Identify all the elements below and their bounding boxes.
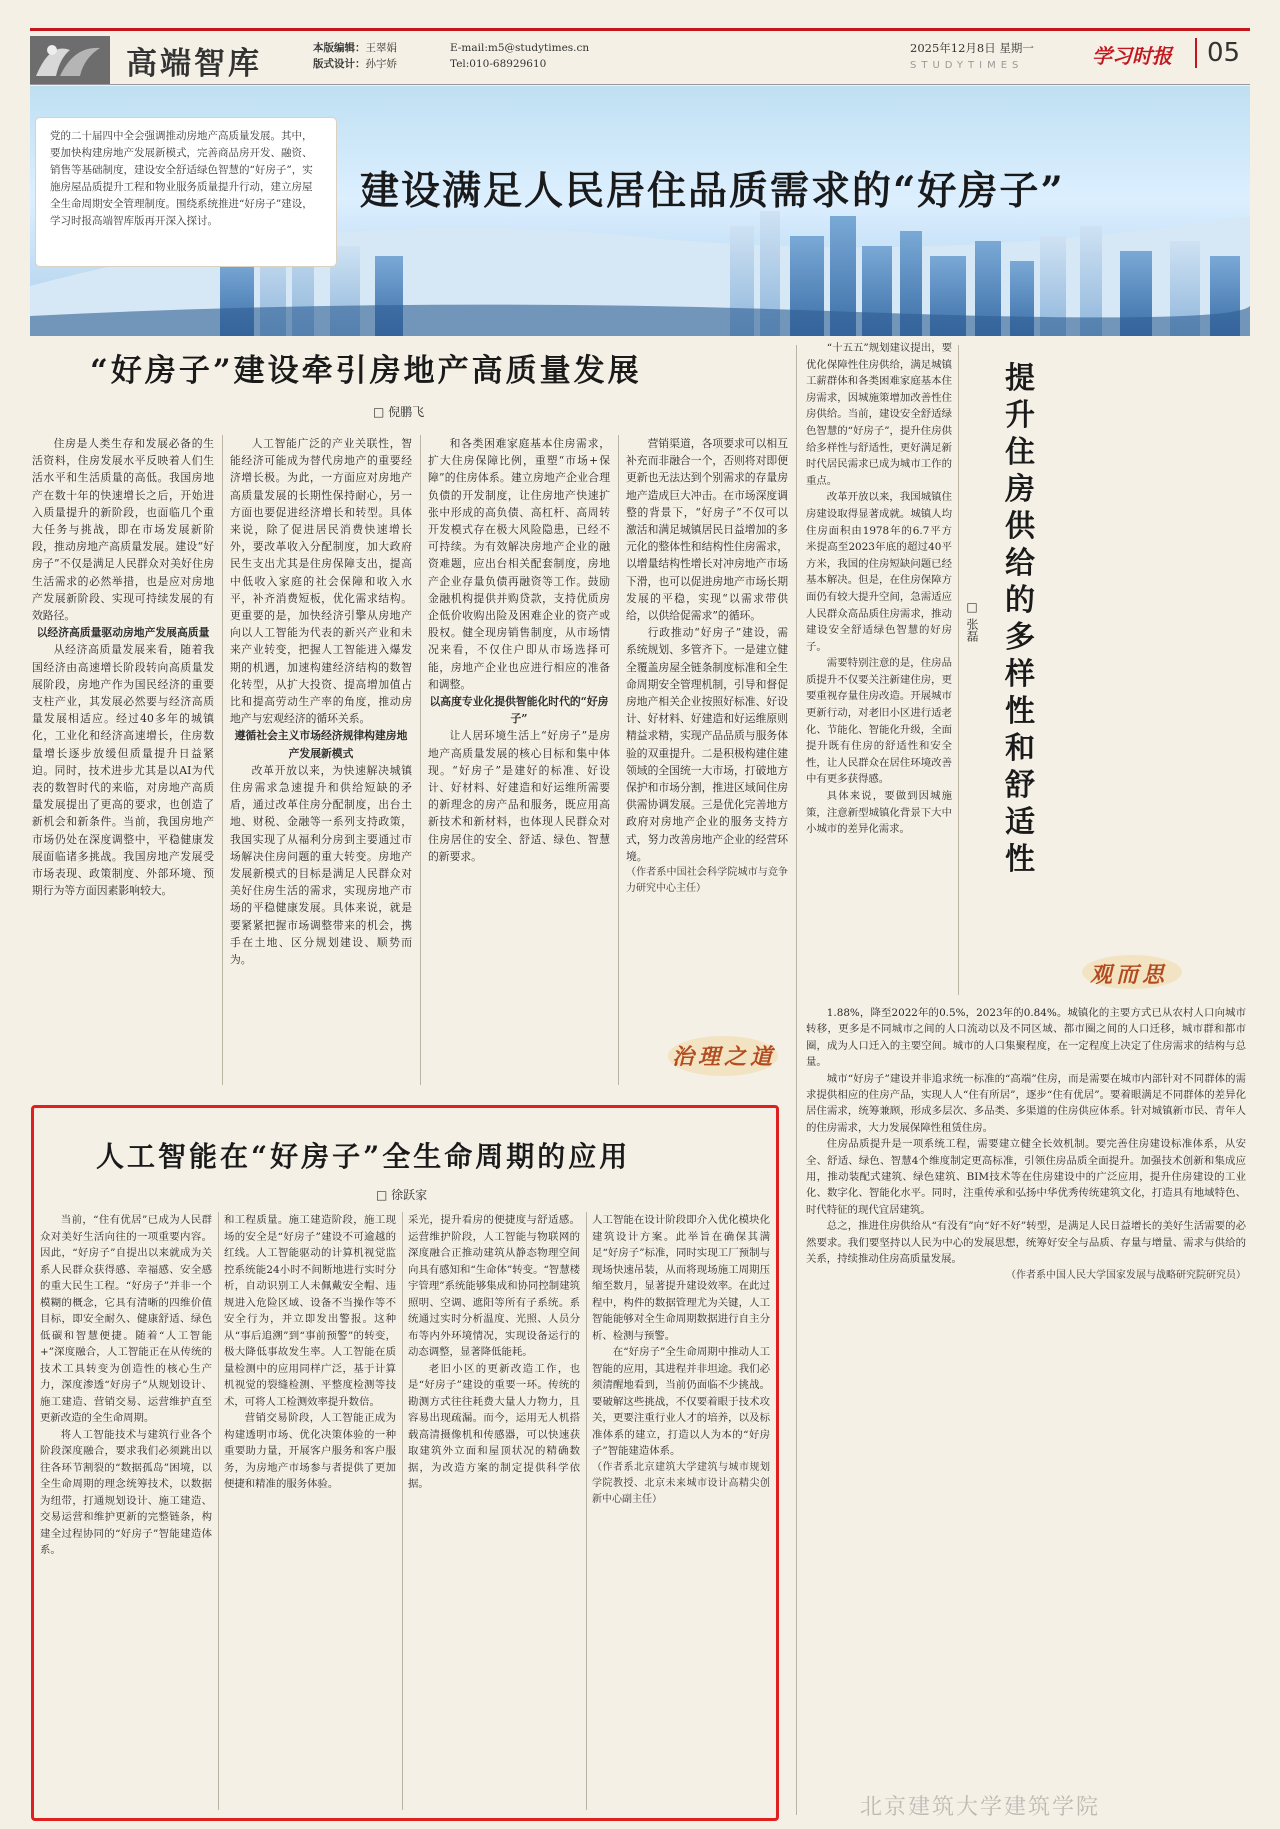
article1-subhead-2: 遵循社会主义市场经济规律构建房地产发展新模式 xyxy=(234,729,408,760)
lead-paragraph: 党的二十届四中全会强调推动房地产高质量发展。其中，要加快构建房地产发展新模式，完善商品房开发、融资、销售等基础制度，建设安全舒适绿色智慧的“好房子”，实施房屋品质提升工程和物业服务质量提升行动，建立房屋全生命周期安全管理制度。围绕系统推进“好房子”建设，学习时报高端智库版再开深入探讨。 xyxy=(36,118,336,266)
paragraph: 和工程质量。施工建造阶段，施工现场的安全是“好房子”建设不可逾越的红线。人工智能驱动的计算机视觉监控系统能24小时不间断地进行实时分析，自动识别工人未佩戴安全帽、违规进入危险区域、设备不当操作等不安全行为，并立即发出警报。这种从“事后追溯”到“事前预警”的转变，极大降低事故发生率。人工智能在质量检测中的应用同样广泛，基于计算机视觉的裂缝检测、平整度检测等技术，可将人工检测效率提升数倍。 xyxy=(224,1214,396,1408)
paragraph: 人工智能在设计阶段即介入优化模块化建筑设计方案。此举旨在确保其满足“好房子”标准，同时实现工厂预制与现场快速吊装，从而将现场施工周期压缩至数月，显著提升建设效率。在此过程中，构件的数据管理尤为关键，人工智能能够对全生命周期数据进行自主分析、检测与预警。 xyxy=(592,1214,770,1342)
editor-label: 本版编辑： xyxy=(313,42,366,54)
section-title: 高端智库 xyxy=(126,46,262,82)
paragraph: 住房是人类生存和发展必备的生活资料，住房发展水平反映着人们生活水平和生活质量的高低。我国房地产在数十年的快速增长之后，开始进入质量提升的新阶段，也面临几个重大任务与挑战，即在市场发展新阶段，推动房地产高质量发展。建设“好房子”不仅是满足人民群众对美好住房生活需求的必然举措，也是应对房地产发展新阶段、实现可持续发展的有效路径。 xyxy=(32,437,214,623)
designer-name: 孙宇娇 xyxy=(365,58,397,70)
editor-credits xyxy=(313,40,397,72)
article2-column-1 xyxy=(40,1212,212,1810)
paragraph: 住房品质提升是一项系统工程，需要建立健全长效机制。要完善住房建设标准体系，从安全、舒适、绿色、智慧4个维度制定更高标准，引领住房品质全面提升。加强技术创新和集成应用，推动装配式建筑、绿色建筑、BIM技术等在住房建设中的广泛应用，提升住房建设的工业化、数字化、智能化水平。同时，注重传承和弘扬中华优秀传统建筑文化，打造具有地域特色、时代特征的现代宜居建筑。 xyxy=(806,1138,1246,1216)
article1-column-4 xyxy=(626,435,788,1015)
paper-name: 学习时报 xyxy=(1092,44,1172,68)
column-divider xyxy=(586,1212,587,1810)
paragraph: 将人工智能技术与建筑行业各个阶段深度融合，要求我们必须跳出以往各环节割裂的“数据孤岛”困境，以全生命周期的理念统筹技术，以数据为纽带，打通规划设计、施工建造、交易运营和维护更新的完整链条，构建全过程协同的“好房子”智能建造体系。 xyxy=(40,1428,212,1556)
article2-byline: □ 徐跃家 xyxy=(376,1186,427,1203)
article3-title: 提升住房供给的多样性和舒适性 xyxy=(1005,361,1035,877)
article2-title: 人工智能在“好房子”全生命周期的应用 xyxy=(96,1140,631,1173)
editor-name: 王翠娟 xyxy=(365,42,397,54)
paragraph: “十五五”规划建议提出，要优化保障性住房供给，满足城镇工薪群体和各类困难家庭基本住房需求，因城施策增加改善性住房供给。当前，建设安全舒适绿色智慧的“好房子”，提升住房供给多样性与舒适性，更好满足新时代居民需求已成为城市工作的重点。 xyxy=(806,342,952,487)
paper-name-en: STUDYTIMES xyxy=(910,60,1024,71)
column-divider xyxy=(218,1212,219,1810)
column-stamp-governance: 治理之道 xyxy=(672,1044,777,1070)
paragraph: 具体来说，要做到因城施策，注意新型城镇化背景下大中小城市的差异化需求。 xyxy=(806,790,952,836)
masthead-top-rule xyxy=(30,28,1250,31)
watermark: 北京建筑大学建筑学院 xyxy=(860,1795,1101,1820)
paragraph: 行政推动“好房子”建设，需系统规划、多管齐下。一是建立健全覆盖房屋全链条制度标准和全生命周期安全管理机制，引导和督促房地产相关企业按照好标准、好设计、好材料、好建造和好运维原则精益求精，实现产品品质与服务体验的双重提升。二是积极构建住建领域的全国统一大市场，打破地方保护和市场分割，推进区域间住房供需协调发展。三是优化完善地方政府对房地产企业的服务支持方式，努力改善房地产企业的经营环境。 xyxy=(626,626,788,863)
paragraph: 改革开放以来，我国城镇住房建设取得显著成就。城镇人均住房面积由1978年的6.7平方米提高至2023年底的超过40平方米，我国的住房短缺问题已经基本解决。但是，在住房保障方面仍有较大提升空间，急需适应人民群众高品质住房需求，推动建设安全舒适绿色智慧的好房子。 xyxy=(806,491,952,653)
section-logo-icon xyxy=(30,36,110,84)
email: E-mail:m5@studytimes.cn xyxy=(450,42,590,54)
paragraph: 人工智能广泛的产业关联性，智能经济可能成为替代房地产的重要经济增长极。为此，一方面应对房地产高质量发展的长期性保持耐心，另一方面也要促进经济增长和转型。具体来说，除了促进居民消费快速增长外，要改革收入分配制度，加大政府民生支出尤其是住房保障支出，提高中低收入家庭的社会保障和收入水平，补齐消费短板，优化需求结构。更重要的是，加快经济引擎从房地产向以人工智能为代表的新兴产业和未来产业转变，把握人工智能进入爆发期的机遇，加速构建经济结构的数智化转型，从扩大投资、提高增加值占比和提高劳动生产率的角度，推动房地产与宏观经济的循环关系。 xyxy=(230,437,412,726)
designer-label: 版式设计： xyxy=(313,58,366,70)
article2-column-2 xyxy=(224,1212,396,1810)
article2-column-3 xyxy=(408,1212,580,1810)
paragraph: 老旧小区的更新改造工作，也是“好房子”建设的重要一环。传统的勘测方式往往耗费大量人力物力，且容易出现疏漏。而今，运用无人机搭载高清摄像机和传感器，可以快速获取建筑外立面和屋顶状况的精确数据，为改造方案的制定提供科学依据。 xyxy=(408,1362,580,1490)
banner-title: 建设满足人民居住品质需求的“好房子” xyxy=(360,168,1065,214)
issue-date: 2025年12月8日 星期一 xyxy=(910,41,1034,55)
paragraph: 在“好房子”全生命周期中推动人工智能的应用，其进程并非坦途。我们必须清醒地看到，当前仍面临不少挑战。要破解这些挑战，不仅要着眼于技术攻关，更要注重行业人才的培养，以及标准体系的建立，打造以人为本的“好房子”智能建造体系。 xyxy=(592,1346,770,1457)
article1-title: “好房子”建设牵引房地产高质量发展 xyxy=(90,353,642,389)
column-divider xyxy=(402,1212,403,1810)
column-stamp-reflection: 观而思 xyxy=(1090,962,1169,988)
article3-narrow-column xyxy=(806,340,952,1000)
paragraph: 采光，提升看房的便捷度与舒适感。运营维护阶段，人工智能与物联网的深度融合正推动建筑从静态物理空间向具有感知和“生命体”转变。“智慧楼宇管理”系统能够集成和协同控制建筑照明、空调、遮阳等所有子系统。系统通过实时分析温度、光照、人员分布等内外环境情况，实现设备运行的动态调整，显著降低能耗。 xyxy=(408,1214,580,1358)
article1-byline: □ 倪鹏飞 xyxy=(373,403,424,420)
telephone: Tel:010-68929610 xyxy=(450,58,547,70)
paragraph: 营销渠道，各项要求可以相互补充而非融合一个，否则将对即便更新也无法达到个别需求的存量房地产造成巨大冲击。在市场深度调整的背景下，“好房子”不仅可以激活和满足城镇居民日益增加的多元化的整体性和结构性住房需求，以增量结构性增长对冲房地产市场下滑，也可以促进房地产市场长期发展的平稳，实现“以需求带供给，以供给促需求”的循环。 xyxy=(626,437,788,623)
paragraph: 当前，“住有优居”已成为人民群众对美好生活向往的一项重要内容。因此，“好房子”自提出以来就成为关系人民群众获得感、幸福感、安全感的重大民生工程。“好房子”并非一个模糊的概念，它具有清晰的四维价值目标，即安全耐久、健康舒适、绿色低碳和智慧便捷。随着“人工智能+”深度融合，人工智能正在从传统的技术工具转变为创造性的核心生产力，深度渗透“好房子”从规划设计、施工建造、营销交易、运营维护直至更新改造的全生命周期。 xyxy=(40,1214,212,1424)
article1-column-3 xyxy=(428,435,610,1085)
paragraph: 改革开放以来，为快速解决城镇住房需求急速提升和供给短缺的矛盾，通过改革住房分配制度，出台土地、财税、金融等一系列支持政策，我国实现了从福利分房到主要通过市场解决住房问题的重大转变。房地产发展新模式的目标是满足人民群众对美好住房生活的需求，实现房地产市场的平稳健康发展。具体来说，就是要紧紧把握市场调整带来的机会，携手在土地、区分规划建设、顺势而为。 xyxy=(230,763,412,967)
masthead-bottom-rule xyxy=(30,84,1250,85)
column-divider xyxy=(420,435,421,1085)
paragraph: 城市“好房子”建设并非追求统一标准的“高端”住房，而是需要在城市内部针对不同群体的需求提供相应的住房产品，实现人人“住有所居”，逐步“住有优居”。要着眼满足不同群体的差异化居住需求，统筹兼顾，形成多层次、多品类、多渠道的住房供应体系。针对城镇新市民、青年人的住房需求，大力发展保障性租赁住房。 xyxy=(806,1072,1246,1134)
paragraph: 总之，推进住房供给从“有没有”向“好不好”转型，是满足人民日益增长的美好生活需要的必然要求。我们要坚持以人民为中心的发展思想，统筹好安全与品质、存量与增量、需求与供给的关系，持续推动住房高质量发展。 xyxy=(806,1220,1246,1266)
column-divider xyxy=(796,345,797,1815)
article3-wide-column xyxy=(806,1005,1246,1785)
article1-subhead-1: 以经济高质量驱动房地产发展高质量 xyxy=(36,626,210,640)
paragraph: 营销交易阶段，人工智能正成为构建透明市场、优化决策体验的一种重要助力量，开展客户服务和客户服务，为房地产市场参与者提供了更加便捷和精准的服务体验。 xyxy=(224,1412,396,1490)
paragraph: 从经济高质量发展来看，随着我国经济由高速增长阶段转向高质量发展阶段，房地产作为国民经济的重要支柱产业，其发展必然要与经济高质量发展相适应。经过40多年的城镇化，工业化和经济高速增长，住房数量增长逐步放缓但质量提升日益紧迫。同时，技术进步尤其是以AI为代表的数智时代的来临，对房地产高质量发展提出了更高的要求，也创造了新机会和新条件。当前，我国房地产市场仍处在深度调整中，平稳健康发展面临诸多挑战。我国房地产发展受市场表现、政策制度、外部环境、预期行为等方面因素影响较大。 xyxy=(32,643,214,898)
article1-subhead-3: 以高度专业化提供智能化时代的“好房子” xyxy=(429,695,609,726)
column-divider xyxy=(618,435,619,1085)
article2-column-4 xyxy=(592,1212,770,1810)
paragraph: 1.88%，降至2022年的0.5%，2023年的0.84%。城镇化的主要方式已从农村人口向城市转移，更多是不同城市之间的人口流动以及不同区域、都市圈之间的人口迁移，城市群和都市圈，成为人口迁入的主要空间。城市的人口集聚程度，在一定程度上决定了住房需求的结构与总量。 xyxy=(806,1007,1246,1069)
article2-author-note: （作者系北京建筑大学建筑与城市规划学院教授、北京未来城市设计高精尖创新中心副主任） xyxy=(592,1461,770,1505)
column-divider xyxy=(958,345,959,995)
paragraph: 让人居环境生活上“好房子”是房地产高质量发展的核心目标和集中体现。“好房子”是建好的标准、好设计、好材料、好建造和好运维所需要的新理念的房产品和服务，既应用高新技术和新材料，也体现人民群众对住房居住的安全、舒适、绿色、智慧的新要求。 xyxy=(428,729,610,863)
paragraph: 和各类困难家庭基本住房需求，扩大住房保障比例，重塑“市场+保障”的住房体系。建立房地产企业合理负债的开发制度，让住房地产快速扩张中形成的高负债、高杠杆、高周转开发模式存在极大风险隐患，已经不可持续。为有效解决房地产企业的融资难题，应出台相关配套制度，房地产企业存量负债再融资等工作。鼓励金融机构提供并购贷款，支持优质房企低价收购出险及困难企业的资产或股权。健全现房销售制度，从市场情况来看，不仅住户即从市场选择可能，房地产企业也应进行相应的准备和调整。 xyxy=(428,437,610,691)
article1-column-2 xyxy=(230,435,412,1085)
contact-info xyxy=(450,40,589,72)
page-number: 05 xyxy=(1195,38,1240,68)
article1-author-note: （作者系中国社会科学院城市与竞争力研究中心主任） xyxy=(626,867,788,895)
column-divider xyxy=(222,435,223,1085)
masthead xyxy=(30,34,1250,86)
article1-column-1 xyxy=(32,435,214,1085)
article3-byline: □ 张磊 xyxy=(966,600,982,642)
paragraph: 需要特别注意的是，住房品质提升不仅要关注新建住房，更要重视存量住房改造。开展城市更新行动，对老旧小区进行适老化、节能化、智能化升级，全面提升既有住房的舒适性和安全性，让人民群众在居住环境改善中有更多获得感。 xyxy=(806,657,952,786)
article3-author-note: （作者系中国人民大学国家发展与战略研究院研究员） xyxy=(1006,1269,1246,1281)
